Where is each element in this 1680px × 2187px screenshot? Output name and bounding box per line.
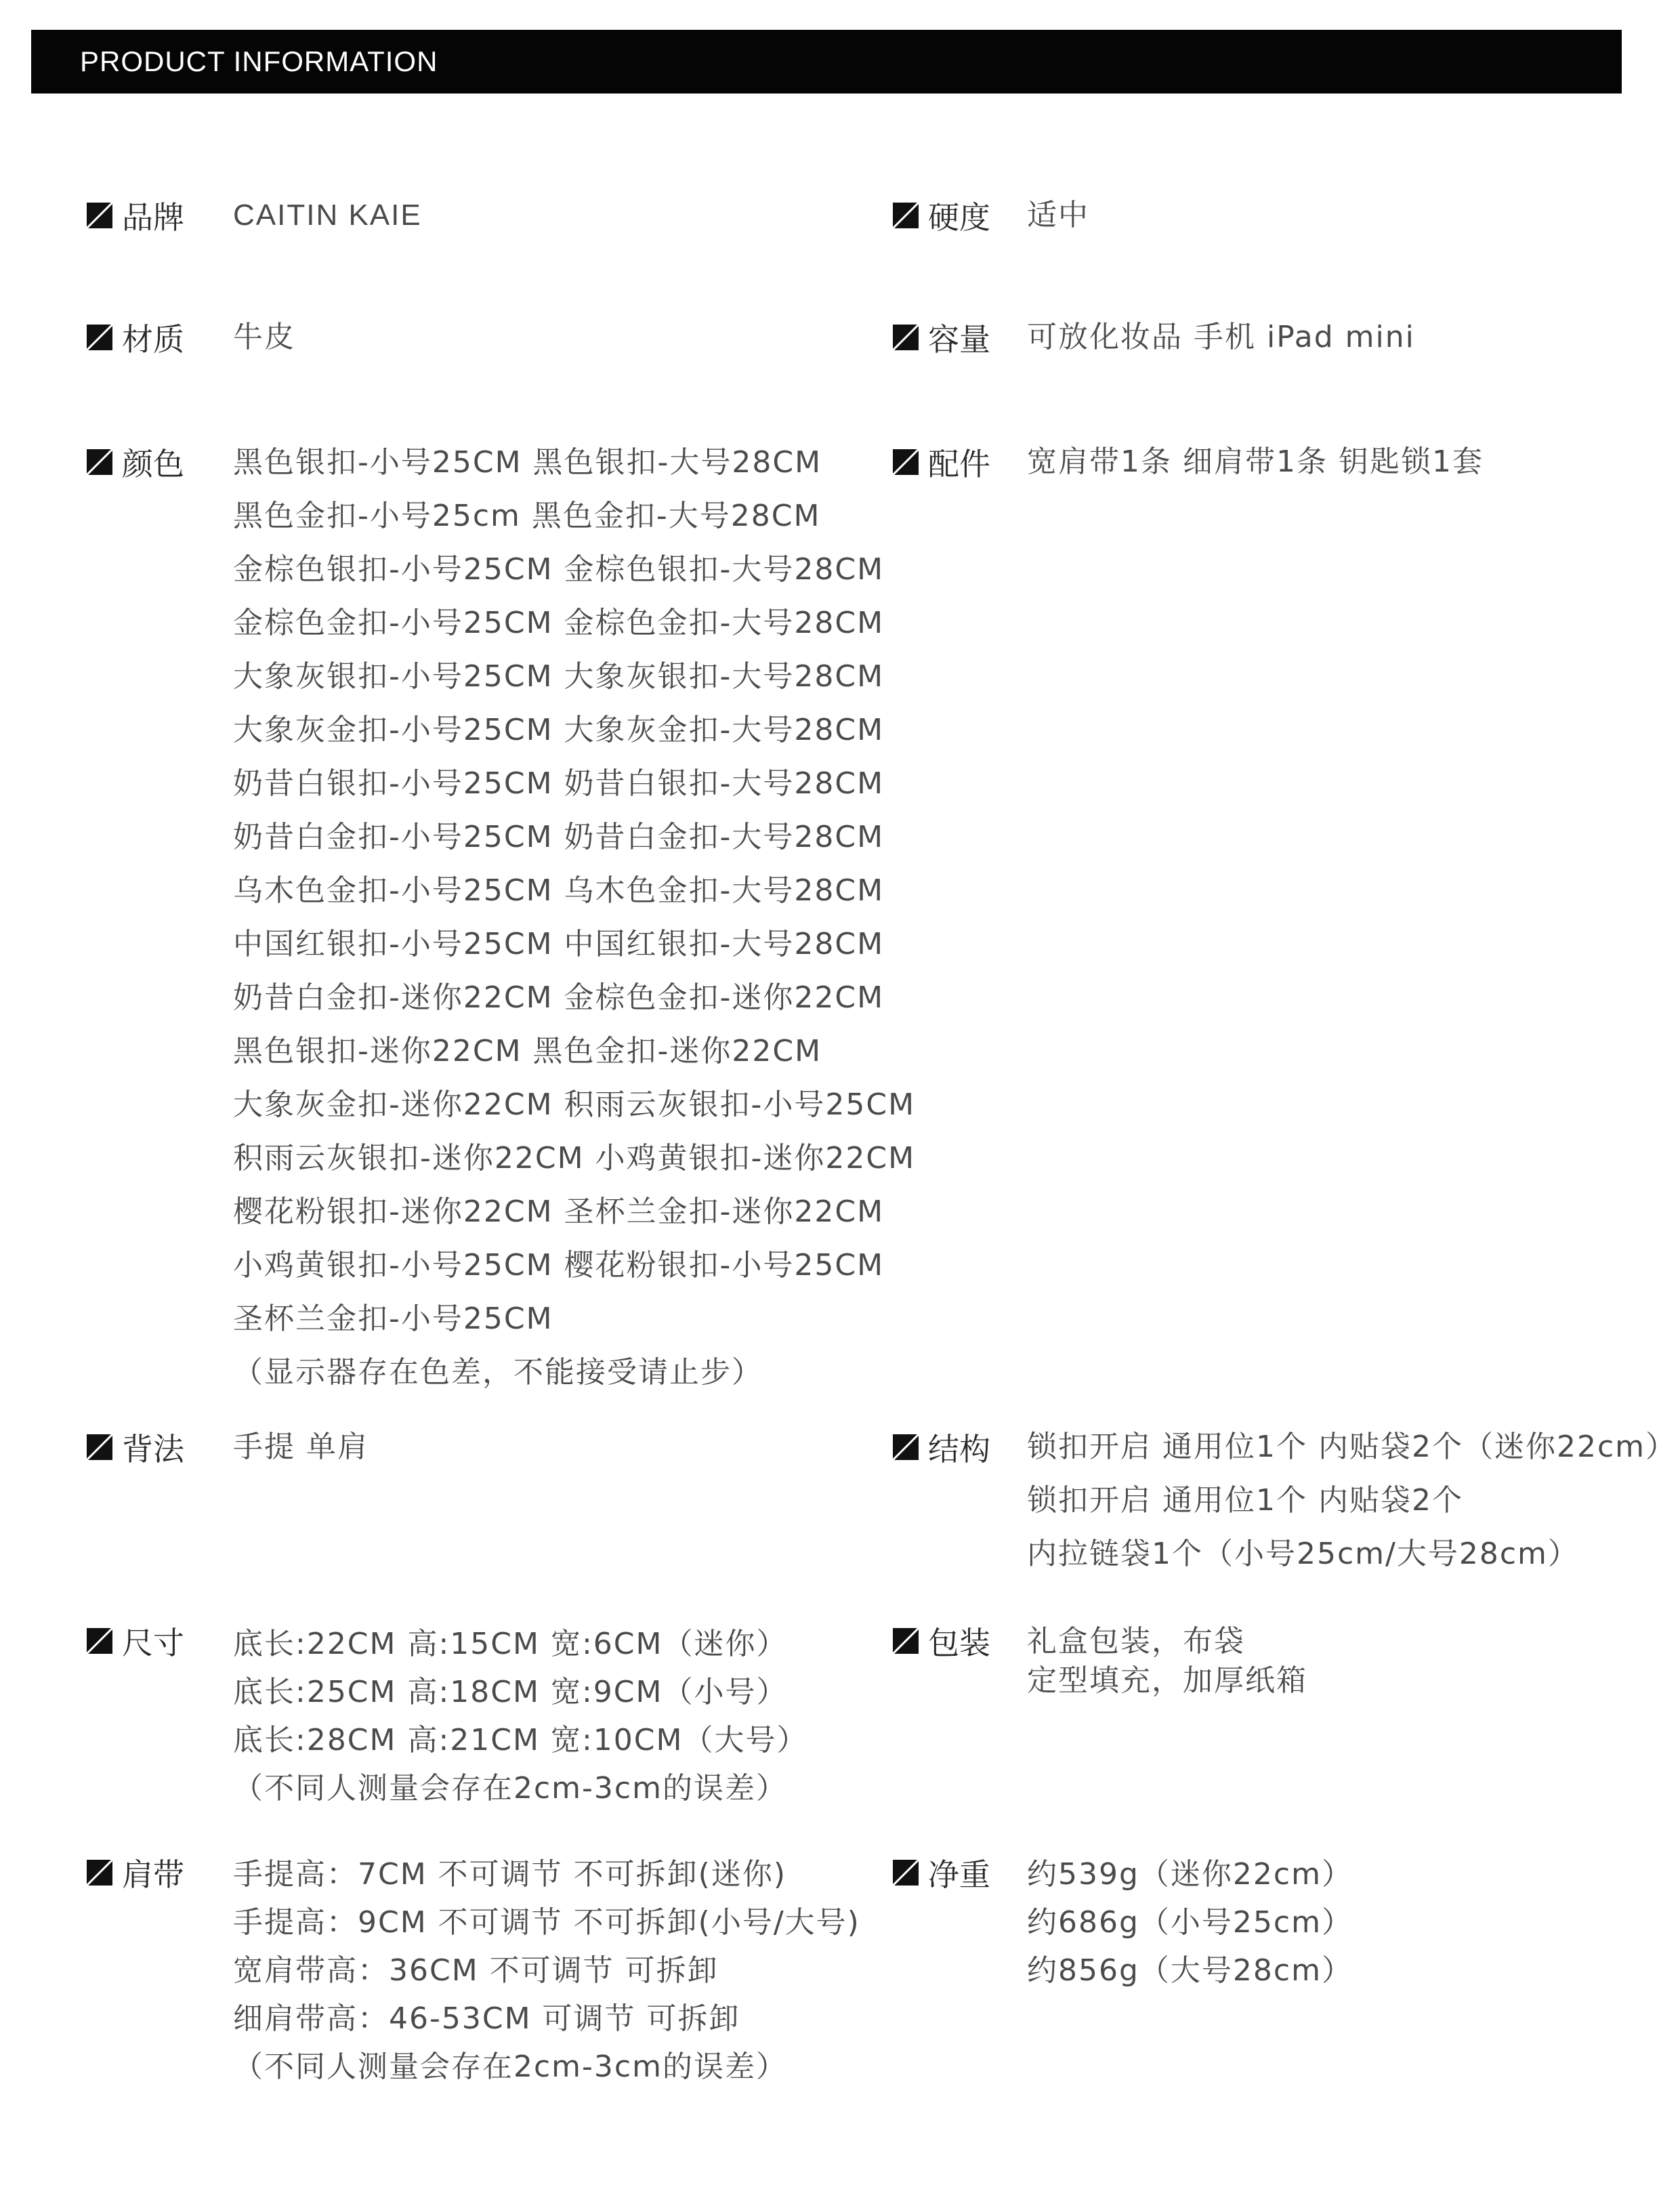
color-line: 奶昔白金扣-小号25CM 奶昔白金扣-大号28CM: [233, 820, 885, 854]
accessories-value-block: [1027, 440, 1484, 484]
size-value-block: [233, 1620, 807, 1812]
strap-value-block: [233, 1850, 860, 2091]
carry-label-row: [87, 1425, 184, 1469]
carry-value-block: [233, 1425, 369, 1469]
hardness-value: 适中: [1027, 198, 1089, 232]
square-marker-icon: [893, 449, 919, 475]
structure-line: 锁扣开启 通用位1个 内贴袋2个（迷你22cm）: [1027, 1430, 1677, 1464]
color-line: 奶昔白银扣-小号25CM 奶昔白银扣-大号28CM: [233, 766, 885, 801]
color-line: 小鸡黄银扣-小号25CM 樱花粉银扣-小号25CM: [233, 1248, 885, 1283]
strap-line: 手提高：9CM 不可调节 不可拆卸(小号/大号): [233, 1905, 860, 1940]
structure-label: 结构: [928, 1431, 990, 1467]
square-marker-icon: [87, 1628, 112, 1654]
packaging-value-block: [1027, 1622, 1307, 1701]
color-label: 颜色: [122, 446, 184, 482]
strap-label-row: [87, 1851, 184, 1894]
size-note: （不同人测量会存在2cm-3cm的误差）: [233, 1771, 787, 1806]
color-line: 奶昔白金扣-迷你22CM 金棕色金扣-迷你22CM: [233, 980, 885, 1015]
accessories-label: 配件: [928, 446, 990, 482]
packaging-line: 礼盒包装，布袋: [1027, 1624, 1245, 1659]
capacity-label: 容量: [928, 321, 990, 358]
brand-value-block: [233, 194, 422, 237]
weight-line: 约686g（小号25cm）: [1027, 1905, 1353, 1940]
capacity-value: 可放化妆品 手机 iPad mini: [1027, 320, 1415, 354]
strap-line: 手提高：7CM 不可调节 不可拆卸(迷你): [233, 1857, 786, 1892]
hardness-label: 硬度: [928, 199, 990, 236]
size-line: 底长:28CM 高:21CM 宽:10CM（大号）: [233, 1723, 808, 1757]
square-marker-icon: [87, 325, 112, 350]
header-title: PRODUCT INFORMATION: [80, 45, 438, 77]
brand-label-row: [87, 194, 184, 237]
structure-line: 内拉链袋1个（小号25cm/大号28cm）: [1027, 1537, 1579, 1571]
accessories-label-row: [893, 440, 990, 484]
square-marker-icon: [893, 1628, 919, 1654]
weight-value-block: [1027, 1850, 1353, 1995]
carry-label: 背法: [122, 1431, 184, 1467]
color-line: 圣杯兰金扣-小号25CM: [233, 1301, 553, 1336]
weight-label: 净重: [928, 1856, 990, 1893]
brand-value: CAITIN KAIE: [233, 199, 422, 232]
material-value-block: [233, 316, 295, 359]
strap-label: 肩带: [122, 1856, 184, 1893]
packaging-label-row: [893, 1619, 990, 1663]
hardness-label-row: [893, 194, 990, 237]
color-line: 大象灰金扣-小号25CM 大象灰金扣-大号28CM: [233, 713, 885, 747]
square-marker-icon: [893, 1860, 919, 1886]
structure-value-block: [1027, 1420, 1677, 1581]
packaging-label: 包装: [928, 1625, 990, 1661]
strap-note: （不同人测量会存在2cm-3cm的误差）: [233, 2049, 787, 2084]
material-label-row: [87, 316, 184, 359]
color-line: 大象灰金扣-迷你22CM 积雨云灰银扣-小号25CM: [233, 1087, 916, 1122]
color-line: 乌木色金扣-小号25CM 乌木色金扣-大号28CM: [233, 873, 885, 908]
weight-line: 约856g（大号28cm）: [1027, 1953, 1353, 1988]
square-marker-icon: [893, 1434, 919, 1460]
square-marker-icon: [87, 203, 112, 228]
square-marker-icon: [87, 1860, 112, 1886]
color-label-row: [87, 440, 184, 484]
square-marker-icon: [893, 325, 919, 350]
strap-line: 细肩带高：46-53CM 可调节 可拆卸: [233, 2001, 740, 2036]
color-note: （显示器存在色差，不能接受请止步）: [233, 1355, 763, 1390]
color-value-block: [233, 436, 915, 1399]
material-value: 牛皮: [233, 320, 295, 354]
size-line: 底长:22CM 高:15CM 宽:6CM（迷你）: [233, 1627, 788, 1661]
structure-line: 锁扣开启 通用位1个 内贴袋2个: [1027, 1483, 1463, 1518]
square-marker-icon: [87, 1434, 112, 1460]
weight-line: 约539g（迷你22cm）: [1027, 1857, 1353, 1892]
color-line: 积雨云灰银扣-迷你22CM 小鸡黄银扣-迷你22CM: [233, 1141, 916, 1175]
weight-label-row: [893, 1851, 990, 1894]
header-bar: [31, 30, 1622, 93]
color-line: 金棕色金扣-小号25CM 金棕色金扣-大号28CM: [233, 606, 885, 640]
square-marker-icon: [87, 449, 112, 475]
color-line: 黑色银扣-小号25CM 黑色银扣-大号28CM: [233, 445, 822, 480]
color-line: 大象灰银扣-小号25CM 大象灰银扣-大号28CM: [233, 659, 885, 694]
capacity-value-block: [1027, 316, 1415, 359]
hardness-value-block: [1027, 194, 1089, 237]
color-line: 黑色银扣-迷你22CM 黑色金扣-迷你22CM: [233, 1034, 822, 1068]
square-marker-icon: [893, 203, 919, 228]
strap-line: 宽肩带高：36CM 不可调节 可拆卸: [233, 1953, 719, 1988]
carry-value: 手提 单肩: [233, 1430, 369, 1464]
size-label: 尺寸: [122, 1625, 184, 1661]
color-line: 黑色金扣-小号25cm 黑色金扣-大号28CM: [233, 499, 821, 533]
brand-label: 品牌: [122, 199, 184, 236]
color-line: 樱花粉银扣-迷你22CM 圣杯兰金扣-迷你22CM: [233, 1194, 885, 1229]
color-line: 中国红银扣-小号25CM 中国红银扣-大号28CM: [233, 927, 885, 961]
material-label: 材质: [122, 321, 184, 358]
structure-label-row: [893, 1425, 990, 1469]
packaging-line: 定型填充，加厚纸箱: [1027, 1663, 1307, 1698]
accessories-value: 宽肩带1条 细肩带1条 钥匙锁1套: [1027, 444, 1484, 479]
size-label-row: [87, 1619, 184, 1663]
color-line: 金棕色银扣-小号25CM 金棕色银扣-大号28CM: [233, 552, 885, 587]
capacity-label-row: [893, 316, 990, 359]
size-line: 底长:25CM 高:18CM 宽:9CM（小号）: [233, 1675, 788, 1709]
